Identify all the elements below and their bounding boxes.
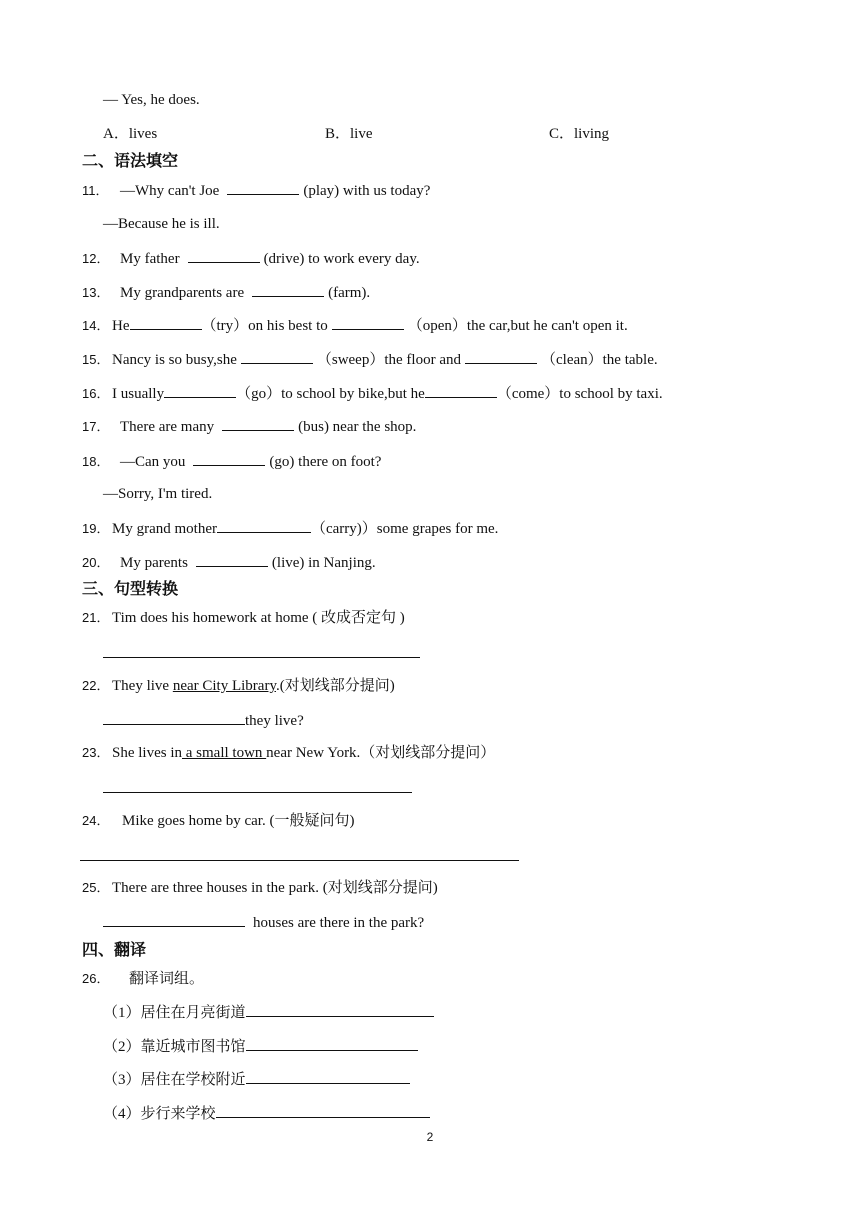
answer-blank[interactable]: [130, 315, 202, 330]
question-text: （open）the car,but he can't open it.: [407, 318, 628, 334]
question-number: 21．: [82, 610, 110, 625]
question-text: He: [112, 318, 130, 334]
q10-answer: — Yes, he does.: [103, 92, 200, 108]
answer-blank[interactable]: [252, 282, 324, 297]
answer-blank[interactable]: [193, 451, 265, 466]
question-24: [82, 811, 354, 831]
question-25: [82, 878, 438, 898]
question-text: 翻译词组。: [129, 971, 205, 987]
option-a-text: lives: [128, 126, 158, 142]
question-text: （sweep）the floor and: [316, 352, 461, 368]
question-15: [82, 349, 658, 370]
question-text: They live: [112, 678, 173, 694]
question-text: —Can you: [120, 454, 186, 470]
question-number: 20．: [82, 555, 110, 570]
question-text: Nancy is so busy,she: [112, 352, 237, 368]
option-a-key: A．: [103, 126, 129, 142]
translation-item-1: [103, 1002, 434, 1023]
question-18-reply: —Sorry, I'm tired.: [103, 486, 213, 502]
question-text: Mike goes home by car. (一般疑问句): [122, 813, 355, 829]
question-text: near New York.（对划线部分提问）: [266, 745, 496, 761]
answer-line-23[interactable]: [103, 792, 412, 793]
question-number: 25．: [82, 880, 110, 895]
answer-blank[interactable]: [425, 383, 497, 398]
question-text: My parents: [120, 555, 188, 571]
question-22-answer: [103, 710, 304, 731]
question-number: 15．: [82, 352, 110, 367]
answer-blank[interactable]: [246, 1036, 418, 1051]
answer-blank[interactable]: [164, 383, 236, 398]
answer-blank[interactable]: [246, 1002, 434, 1017]
question-number: 24．: [82, 813, 110, 828]
translation-prompt: （2）靠近城市图书馆: [103, 1039, 246, 1055]
underlined-phrase: near City Library: [172, 678, 276, 694]
question-16: [82, 383, 663, 404]
question-number: 22．: [82, 678, 110, 693]
question-text: (play) with us today?: [303, 183, 431, 199]
question-text: they live?: [245, 713, 304, 729]
section-heading-sentence-transform: 三、句型转换: [82, 579, 179, 598]
option-a: [103, 124, 157, 144]
question-text: （go）to school by bike,but he: [236, 386, 425, 402]
question-text: There are many: [120, 419, 215, 435]
option-b-text: live: [350, 126, 373, 142]
answer-blank[interactable]: [246, 1069, 410, 1084]
question-number: 17．: [82, 419, 110, 434]
question-text: （come）to school by taxi.: [496, 386, 663, 402]
underlined-phrase: a small town: [182, 745, 267, 761]
translation-prompt: （1）居住在月亮街道: [103, 1005, 246, 1021]
question-number: 16．: [82, 386, 110, 401]
question-17: [82, 416, 416, 437]
question-number: 12．: [82, 251, 110, 266]
question-text: (farm).: [328, 285, 371, 301]
question-number: 11．: [82, 183, 109, 198]
translation-prompt: （4）步行来学校: [103, 1106, 216, 1122]
option-b: [325, 124, 373, 144]
question-text: —Why can't Joe: [120, 183, 220, 199]
translation-item-4: [103, 1103, 430, 1124]
question-25-answer: [103, 912, 424, 933]
question-text: （carry)）some grapes for me.: [310, 521, 499, 537]
section-heading-translation: 四、翻译: [82, 940, 147, 959]
question-number: 19．: [82, 521, 110, 536]
question-text: (go) there on foot?: [269, 454, 382, 470]
question-text: houses are there in the park?: [253, 915, 425, 931]
question-19: [82, 518, 498, 539]
option-c-text: living: [574, 126, 610, 142]
question-text: My father: [120, 251, 180, 267]
answer-blank[interactable]: [222, 416, 294, 431]
question-11: [82, 180, 430, 201]
answer-blank[interactable]: [217, 518, 311, 533]
question-text: (bus) near the shop.: [298, 419, 417, 435]
question-number: 13．: [82, 285, 110, 300]
question-23: [82, 743, 495, 763]
question-13: [82, 282, 370, 303]
question-text: （clean）the table.: [541, 352, 658, 368]
section-heading-grammar: 二、语法填空: [82, 151, 179, 170]
page-number: 2: [426, 1130, 434, 1144]
question-text: .(对划线部分提问): [275, 678, 395, 694]
question-12: [82, 248, 420, 269]
answer-blank[interactable]: [103, 710, 245, 725]
question-text: I usually: [112, 386, 165, 402]
question-14: [82, 315, 628, 336]
question-text: Tim does his homework at home ( 改成否定句 ): [112, 610, 405, 626]
translation-prompt: （3）居住在学校附近: [103, 1072, 246, 1088]
answer-blank[interactable]: [103, 912, 245, 927]
question-text: (drive) to work every day.: [263, 251, 420, 267]
question-text: My grandparents are: [120, 285, 245, 301]
question-20: [82, 552, 376, 573]
translation-item-2: [103, 1036, 418, 1057]
question-26: [82, 969, 204, 989]
answer-line-24[interactable]: [80, 860, 519, 861]
question-text: She lives in: [112, 745, 182, 761]
option-c: [549, 124, 609, 144]
translation-item-3: [103, 1069, 410, 1090]
answer-blank[interactable]: [332, 315, 404, 330]
answer-blank[interactable]: [216, 1103, 430, 1118]
answer-blank[interactable]: [241, 349, 313, 364]
question-22: [82, 676, 395, 696]
answer-blank[interactable]: [188, 248, 260, 263]
question-21: [82, 608, 405, 628]
question-text: （try）on his best to: [201, 318, 328, 334]
question-number: 26．: [82, 971, 110, 986]
question-18: [82, 451, 381, 472]
answer-blank[interactable]: [196, 552, 268, 567]
option-b-key: B．: [325, 126, 351, 142]
question-number: 23．: [82, 745, 110, 760]
question-number: 14．: [82, 318, 110, 333]
answer-line-21[interactable]: [103, 657, 420, 658]
question-text: There are three houses in the park. (对划线部分提问): [112, 880, 438, 896]
question-text: (live) in Nanjing.: [271, 555, 376, 571]
question-11-reply: —Because he is ill.: [103, 216, 220, 232]
question-text: My grand mother: [112, 521, 217, 537]
answer-blank[interactable]: [227, 180, 299, 195]
question-number: 18．: [82, 454, 110, 469]
answer-blank[interactable]: [465, 349, 537, 364]
option-c-key: C．: [549, 126, 575, 142]
